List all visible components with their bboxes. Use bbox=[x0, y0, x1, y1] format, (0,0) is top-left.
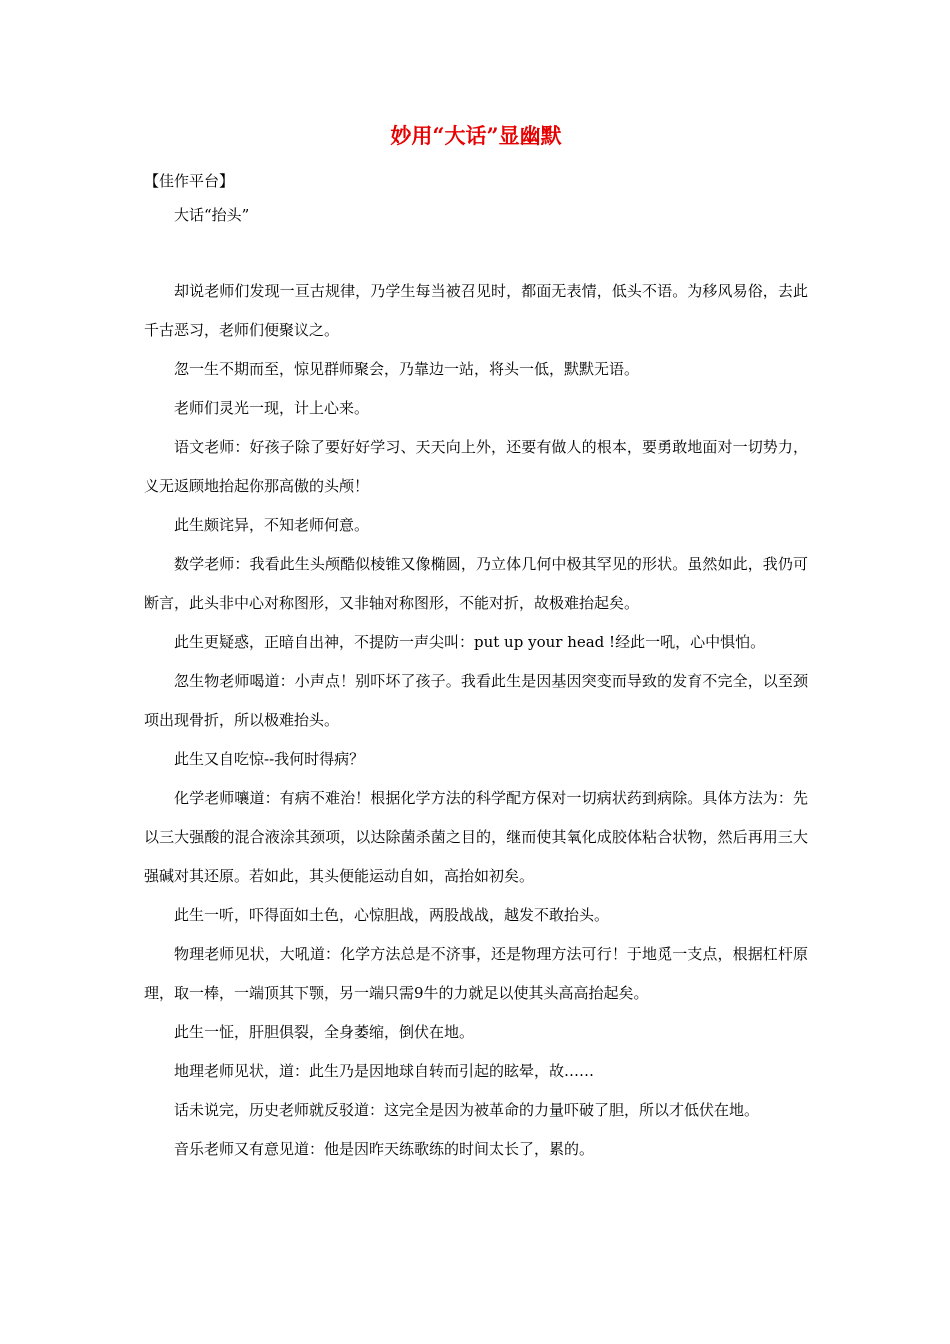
section-label: 【佳作平台】 bbox=[144, 172, 235, 190]
paragraph: 物理老师见状，大吼道：化学方法总是不济事，还是物理方法可行！于地觅一支点，根据杠杆原理，取一棒，一端顶其下颚，另一端只需9牛的力就足以使其头高高抬起矣。 bbox=[144, 945, 808, 1002]
paragraph: 地理老师见状，道：此生乃是因地球自转而引起的眩晕，故…… bbox=[174, 1062, 595, 1080]
document-page bbox=[144, 118, 808, 1169]
paragraph: 此生一怔，肝胆俱裂，全身萎缩，倒伏在地。 bbox=[174, 1023, 475, 1041]
paragraph: 却说老师们发现一亘古规律，乃学生每当被召见时，都面无表情，低头不语。为移风易俗，去此千古恶习，老师们便聚议之。 bbox=[144, 282, 808, 339]
paragraph: 话未说完，历史老师就反驳道：这完全是因为被革命的力量吓破了胆，所以才低伏在地。 bbox=[174, 1101, 760, 1119]
paragraph: 数学老师：我看此生头颅酷似棱锥又像椭圆，乃立体几何中极其罕见的形状。虽然如此，我仍可断言，此头非中心对称图形，又非轴对称图形，不能对折，故极难抬起矣。 bbox=[144, 555, 808, 612]
paragraph: 此生颇诧异，不知老师何意。 bbox=[174, 516, 370, 534]
paragraph: 老师们灵光一现，计上心来。 bbox=[174, 399, 370, 417]
paragraph: 此生一听，吓得面如土色，心惊胆战，两股战战，越发不敢抬头。 bbox=[174, 906, 610, 924]
essay-title: 大话“抬头” bbox=[174, 206, 250, 224]
essay-body bbox=[144, 272, 808, 1169]
paragraph: 此生更疑惑，正暗自出神，不提防一声尖叫：put up your head !经此一吼，心中惧怕。 bbox=[174, 633, 766, 651]
paragraph: 此生又自吃惊--我何时得病？ bbox=[174, 750, 365, 768]
paragraph: 音乐老师又有意见道：他是因昨天练歌练的时间太长了，累的。 bbox=[174, 1140, 595, 1158]
document-title: 妙用“大话”显幽默 bbox=[390, 123, 562, 148]
paragraph: 忽生物老师喝道：小声点！别吓坏了孩子。我看此生是因基因突变而导致的发育不完全，以至颈项出现骨折，所以极难抬头。 bbox=[144, 672, 808, 729]
paragraph: 化学老师嚷道：有病不难治！根据化学方法的科学配方保对一切病状药到病除。具体方法为：先以三大强酸的混合液涂其颈项，以达除菌杀菌之目的，继而使其氧化成胶体粘合状物，然后再用三大强碱对其还原。若如此，其头便能运动自如，高抬如初矣。 bbox=[144, 789, 808, 885]
paragraph: 语文老师：好孩子除了要好好学习、天天向上外，还要有做人的根本，要勇敢地面对一切势力，义无返顾地抬起你那高傲的头颅！ bbox=[144, 438, 808, 495]
paragraph: 忽一生不期而至，惊见群师聚会，乃靠边一站，将头一低，默默无语。 bbox=[174, 360, 640, 378]
